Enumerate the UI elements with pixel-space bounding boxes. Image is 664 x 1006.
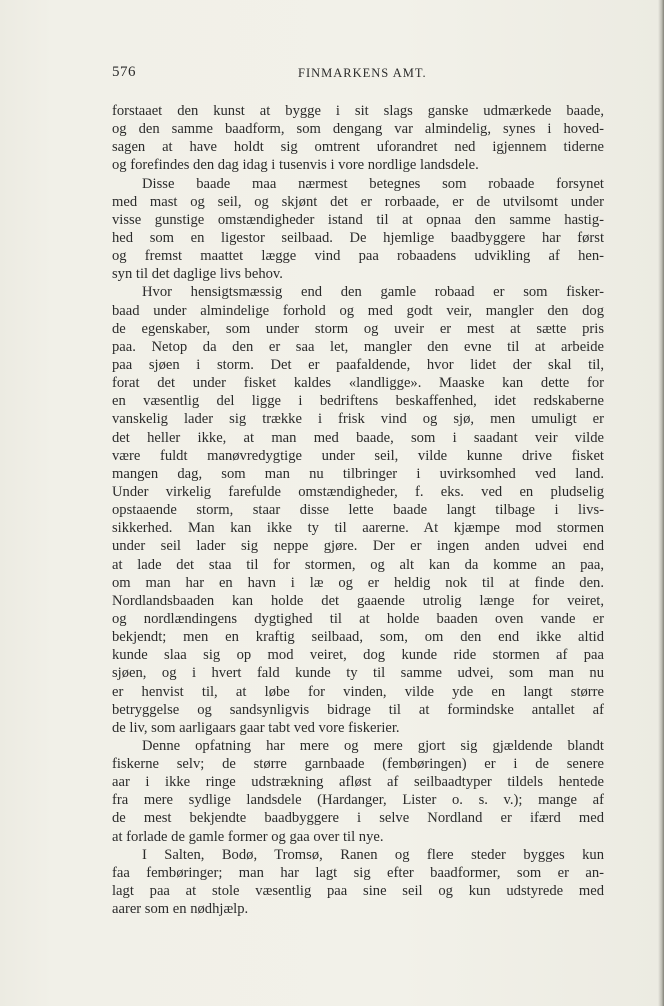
text-line: sjøen, og i hvert fald kunde ty til samme udvei, som man nu <box>112 665 604 682</box>
text-line: lagt paa at stole væsentlig paa sine seil og kun udstyrede med <box>112 883 604 900</box>
body-text <box>112 102 604 918</box>
text-line: og forefindes den dag idag i tusenvis i vore nordlige landsdele. <box>112 157 479 174</box>
text-line: at lade det staa til for stormen, og alt kan da komme an paa, <box>112 556 604 573</box>
text-line: Under virkelig farefulde omstændigheder, f. eks. ved en pludselig <box>112 483 604 500</box>
text-line: I Salten, Bodø, Tromsø, Ranen og flere steder bygges kun <box>142 846 604 863</box>
text-line: bekjendt; men en kraftig seilbaad, som, om den end ikke altid <box>112 629 604 646</box>
page-edge-shadow <box>658 0 664 1006</box>
text-line: og fremst maattet lægge vind paa robaadens udvikling af hen- <box>112 248 604 265</box>
text-line: en væsentlig del ligge i bedriftens beskaffenhed, idet redskaberne <box>112 393 604 410</box>
running-head: FINMARKENS AMT. <box>298 66 427 80</box>
text-line: om man har en havn i læ og er heldig nok til at finde den. <box>112 574 604 591</box>
text-line: Disse baade maa nærmest betegnes som robaade forsynet <box>142 175 604 192</box>
text-line: aarer som en nødhjælp. <box>112 901 249 918</box>
text-line: baad under almindelige forhold og med godt veir, mangler den dog <box>112 302 604 319</box>
text-line: de egenskaber, som under storm og uveir er mest at sætte pris <box>112 320 604 337</box>
text-line: syn til det daglige livs behov. <box>112 266 283 283</box>
text-line: visse gunstige omstændigheder istand til at opnaa den samme hastig- <box>112 211 604 228</box>
text-line: aar i ikke ringe udstrækning afløst af seilbaadtyper tildels hentede <box>112 774 604 791</box>
text-line: være fuldt manøvredygtige under seil, vilde kunne drive fisket <box>112 447 604 464</box>
text-line: paa sjøen i storm. Det er paafaldende, hvor lidet der skal til, <box>112 356 604 373</box>
text-line: og den samme baadform, som dengang var almindelig, synes i hoved- <box>112 121 604 138</box>
text-line: med mast og seil, og skjønt det er rorbaade, er de utvilsomt under <box>112 193 604 210</box>
page-number: 576 <box>112 64 136 80</box>
text-line: under seil lader sig neppe gjøre. Der er ingen anden udvei end <box>112 538 604 555</box>
text-line: opstaaende storm, staar disse lette baade langt tilbage i livs- <box>112 502 604 519</box>
text-line: Hvor hensigtsmæssig end den gamle robaad er som fisker- <box>142 284 604 301</box>
text-line: Denne opfatning har mere og mere gjort sig gjældende blandt <box>142 737 604 754</box>
text-line: betryggelse og sandsynligvis bidrage til at formindske antallet af <box>112 701 604 718</box>
text-line: sagen at have holdt sig omtrent uforandret ned igjennem tiderne <box>112 139 604 156</box>
text-line: paa. Netop da den er saa let, mangler den evne til at arbeide <box>112 338 604 355</box>
text-line: hed som en ligestor seilbaad. De hjemlige baadbyggere har først <box>112 229 604 246</box>
text-line: faa fembøringer; man har lagt sig efter baadformer, som er an- <box>112 864 604 881</box>
text-line: forat det under fisket kaldes «landligge». Maaske kan dette for <box>112 375 604 392</box>
text-line: vanskelig lader sig trække i frisk vind og sjø, men umuligt er <box>112 411 604 428</box>
text-line: sikkerhed. Man kan ikke ty til aarerne. At kjæmpe mod stormen <box>112 520 604 537</box>
text-line: fiskerne selv; de større garnbaade (fembøringen) er i de senere <box>112 756 604 773</box>
text-line: er henvist til, at løbe for vinden, vilde yde en langt større <box>112 683 604 700</box>
text-line: fra mere sydlige landsdele (Hardanger, Lister o. s. v.); mange af <box>112 792 604 809</box>
text-line: de liv, som aarligaars gaar tabt ved vore fiskerier. <box>112 719 400 736</box>
text-line: og nordlændingens dygtighed til at holde baaden oven vande er <box>112 610 604 627</box>
text-line: det heller ikke, at man med baade, som i saadant veir vilde <box>112 429 604 446</box>
text-line: forstaaet den kunst at bygge i sit slags ganske udmærkede baade, <box>112 103 604 119</box>
text-line: at forlade de gamle former og gaa over til nye. <box>112 828 384 845</box>
text-line: Nordlandsbaaden kan holde det gaaende utrolig længe for veiret, <box>112 592 604 609</box>
page-header <box>112 64 604 86</box>
text-line: kunde slaa sig op mod veiret, dog kunde ride stormen af paa <box>112 647 604 664</box>
text-line: de mest bekjendte baadbyggere i selve Nordland er ifærd med <box>112 810 604 827</box>
text-line: mangen dag, som man nu tilbringer i uvirksomhed ved land. <box>112 465 604 482</box>
